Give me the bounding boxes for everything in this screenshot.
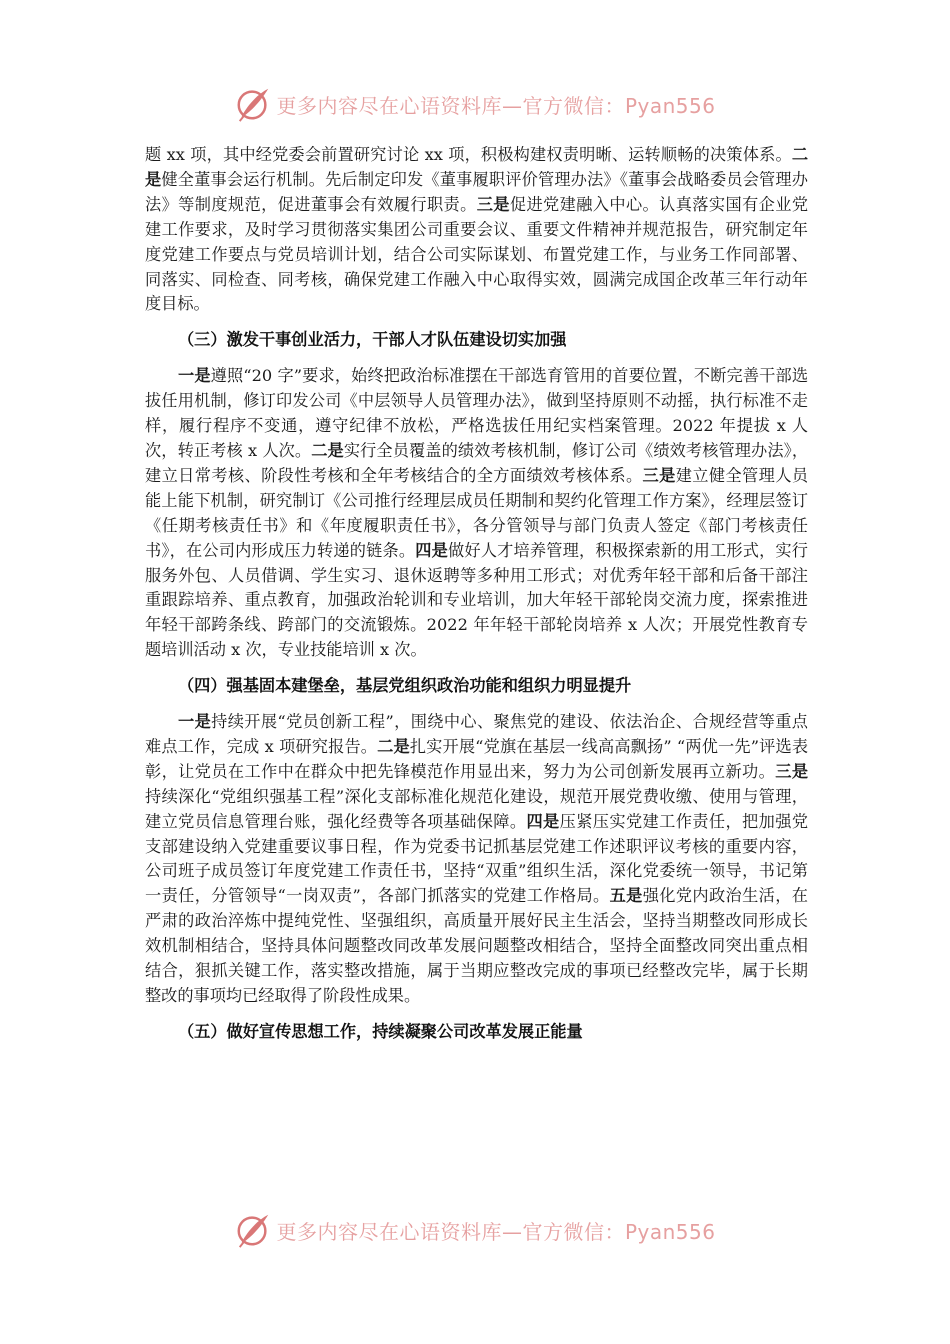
paragraph-text: 遵照“20 字”要求，始终把政治标准摆在干部选育管用的首要位置，不断完善干部选拔任用机制，修订印发公司《中层领导人员管理办法》，做到坚持原则不动摇，执行标准不走样，履行程序不变通，遵守纪律不放松，严格选拔任用纪实档案管理。2022 年提拔 x 人次，转正考核 x 人次。 (145, 366, 809, 460)
bold-lead-in: 三是 (476, 194, 510, 214)
paragraph-text: 建立健全管理人员能上能下机制，研究制订《公司推行经理层成员任期制和契约化管理工作方案》，经理层签订《任期考核责任书》和《年度履职责任书》，各分管领导与部门负责人签定《部门考核责任书》，在公司内形成压力转递的链条。 (145, 465, 809, 560)
bold-lead-in: 三是 (642, 465, 676, 485)
paragraph-text: 健全董事会运行机制。先后制定印发《董事履职评价管理办法》《董事会战略委员会管理办法》等制度规范，促进董事会有效履行职责。 (145, 169, 808, 214)
paragraph-text: 扎实开展“党旗在基层一线高高飘扬” “两优一先”评选表彰，让党员在工作中在群众中把先锋模范作用显出来，努力为公司创新发展再立新功。 (145, 736, 809, 781)
paragraph-text: 持续开展“党员创新工程”，围绕中心、聚焦党的建设、依法治企、合规经营等重点难点工作，完成 x 项研究报告。 (145, 712, 808, 756)
watermark-text: 更多内容尽在心语资料库—官方微信：Pyan556 (276, 93, 716, 118)
bold-lead-in: 一是 (178, 366, 211, 386)
bold-lead-in: 四是 (526, 811, 560, 831)
bold-lead-in: 二是 (145, 145, 808, 189)
paragraph-text: 实行全员覆盖的绩效考核机制，修订公司《绩效考核管理办法》，建立日常考核、阶段性考核和全年考核结合的全方面绩效考核体系。 (145, 440, 809, 485)
paragraph-decision-system (145, 143, 808, 317)
section-heading-5: （五）做好宣传思想工作，持续凝聚公司改革发展正能量 (178, 1021, 583, 1041)
bold-lead-in: 一是 (178, 712, 212, 732)
section-heading-3: （三）激发干事创业活力，干部人才队伍建设切实加强 (178, 330, 567, 350)
paragraph-text: 题 xx 项，其中经党委会前置研究讨论 xx 项，积极构建权责明晰、运转顺畅的决策体系。 (145, 145, 792, 164)
paragraph-text: 强化党内政治生活，在严肃的政治淬炼中提纯党性、坚强组织，高质量开展好民主生活会，坚持当期整改同形成长效机制相结合，坚持具体问题整改同改革发展问题整改相结合，坚持全面整改同突出重点相结合，狠抓关键工作，落实整改措施，属于当期应整改完成的事项已经整改完毕，属于长期整改的事项均已经取得了阶段性成果。 (145, 886, 808, 1005)
bold-lead-in: 四是 (415, 540, 448, 560)
bold-lead-in: 五是 (609, 886, 643, 906)
footer-watermark-banner (0, 1208, 950, 1252)
bold-lead-in: 二是 (311, 440, 344, 460)
document-body (145, 143, 808, 1045)
paragraph-text: 促进党建融入中心。认真落实国有企业党建工作要求，及时学习贯彻落实集团公司重要会议、重要文件精神并规范报告，研究制定年度党建工作要点与党员培训计划，结合公司实际谋划、布置党建工作，与业务工作同部署、同落实、同检查、同考核，确保党建工作融入中心取得实效，圆满完成国企改革三年行动年度目标。 (145, 194, 809, 314)
section-heading-4: （四）强基固本建堡垒，基层党组织政治功能和组织力明显提升 (178, 676, 632, 696)
header-watermark-banner (0, 82, 950, 126)
bold-lead-in: 三是 (775, 761, 809, 781)
bold-lead-in: 二是 (377, 736, 410, 756)
quill-pen-logo-icon (234, 1211, 272, 1249)
paragraph-grassroots-party (145, 710, 808, 1009)
paragraph-text: 做好人才培养管理，积极探索新的用工形式，实行服务外包、人员借调、学生实习、退休返聘等多种用工形式；对优秀年轻干部和后备干部注重跟踪培养、重点教育，加强政治轮训和专业培训，加大年轻干部轮岗交流力度，探索推进年轻干部跨条线、跨部门的交流锻炼。2022 年年轻干部轮岗培养 x 人次；开展党性教育专题培训活动 x 次，专业技能培训 x 次。 (145, 540, 808, 660)
quill-pen-logo-icon (234, 85, 272, 123)
watermark-text: 更多内容尽在心语资料库—官方微信：Pyan556 (276, 1219, 716, 1244)
paragraph-text: 持续深化“党组织强基工程”深化支部标准化规范化建设，规范开展党费收缴、使用与管理，建立党员信息管理台账，强化经费等各项基础保障。 (145, 786, 808, 831)
paragraph-cadre-team (145, 364, 808, 663)
paragraph-text: 压紧压实党建工作责任，把加强党支部建设纳入党建重要议事日程，作为党委书记抓基层党建工作述职评议考核的重要内容，公司班子成员签订年度党建工作责任书，坚持“双重”组织生活，深化党委统一领导，书记第一责任，分管领导“一岗双责”，各部门抓落实的党建工作格局。 (145, 811, 809, 906)
